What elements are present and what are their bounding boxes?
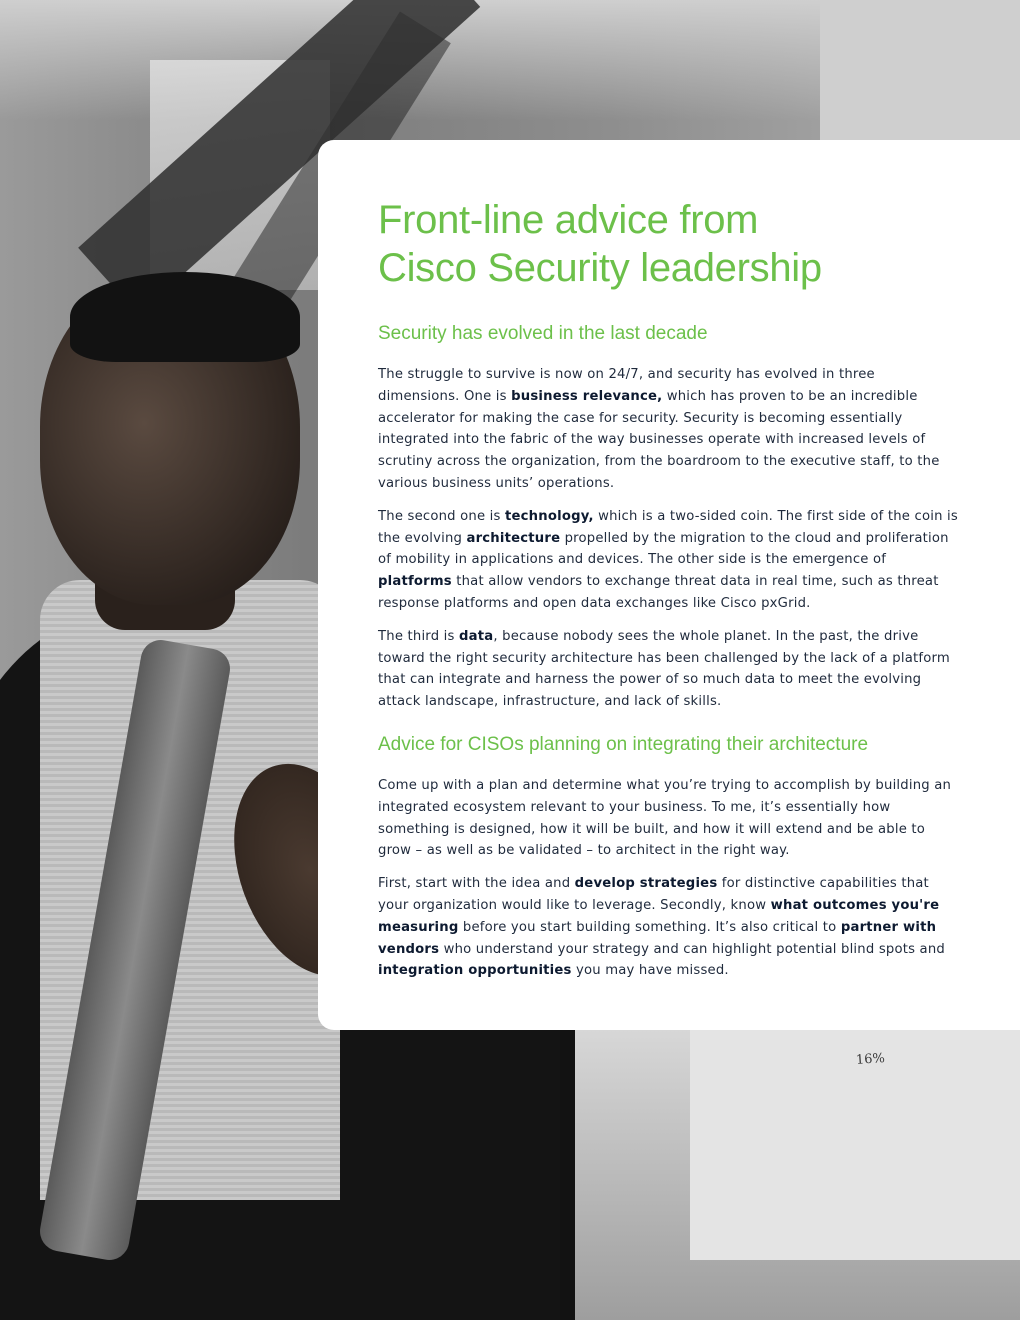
section-heading-evolved: Security has evolved in the last decade xyxy=(378,323,708,344)
section-heading-advice: Advice for CISOs planning on integrating their architecture xyxy=(378,733,869,755)
presentation-slide xyxy=(690,1030,1020,1260)
page-title-line-2: Cisco Security leadership xyxy=(378,246,822,290)
content-card xyxy=(318,140,1020,1030)
page-title xyxy=(378,196,960,292)
bright-wall xyxy=(820,0,1020,140)
paragraph-plan: Come up with a plan and determine what you’re trying to accomplish by building an integrated ecosystem relevant to your business. To me, it’s essentially how something is designed, how it will be built, and how it will extend and be able to grow – as well as be validated – to architect in the right way. xyxy=(378,777,952,859)
screen-percentage-label: 16% xyxy=(855,1051,886,1068)
paragraph-technology: The second one is technology, which is a two-sided coin. The first side of the coin is the evolving architecture propelled by the migration to the cloud and proliferation of mobility in applications and devices. The other side is the emergence of platforms that allow vendors to exchange threat data in real time, such as threat response platforms and open data exchanges like Cisco pxGrid. xyxy=(378,508,958,611)
paragraph-data: The third is data, because nobody sees the whole planet. In the past, the drive toward the right security architecture has been challenged by the lack of a platform that can integrate and harness the power of so much data to meet the evolving attack landscape, infrastructure, and lack of skills. xyxy=(378,628,950,710)
paragraph-strategies: First, start with the idea and develop strategies for distinctive capabilities that your organization would like to leverage. Secondly, know what outcomes you're measuring before you start building something. It’s also critical to partner with vendors who understand your strategy and can highlight potential blind spots and integration opportunities you may have missed. xyxy=(378,876,945,979)
page-title-line-1: Front-line advice from xyxy=(378,198,759,242)
paragraph-dimensions: The struggle to survive is now on 24/7, and security has evolved in three dimensions. One is business relevance, which has proven to be an incredible accelerator for making the case for security. Security is becoming essentially integrated into the fabric of the way businesses operate with increased levels of scrutiny across the organization, from the boardroom to the executive staff, to the various business units’ operations. xyxy=(378,367,940,491)
speaker-hair xyxy=(70,272,300,362)
